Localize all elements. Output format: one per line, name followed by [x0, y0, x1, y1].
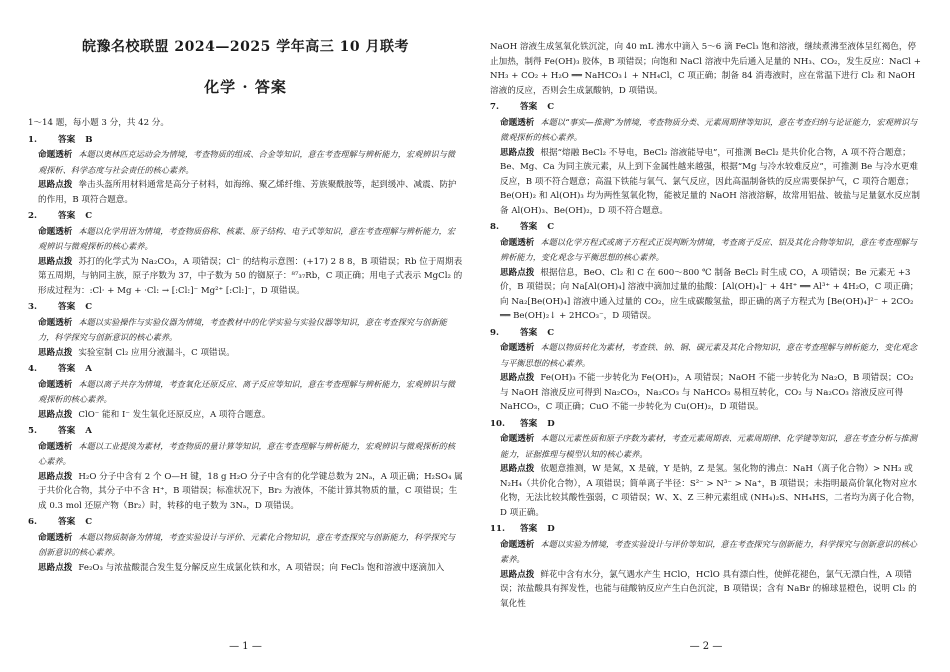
idea-paragraph [28, 346, 463, 361]
brief-paragraph-tag: 命题透析 [38, 441, 73, 452]
answer-heading [490, 326, 922, 341]
brief-paragraph-text: 本题以“事实—推测”为情境，考查物质分类、元素周期律等知识，意在考查归纳与论证能力，宏观辨识与微观探析的核心素养。 [500, 116, 918, 142]
question-number: 1. [28, 134, 37, 145]
section-intro: 1～14 题，每小题 3 分，共 42 分。 [28, 118, 169, 128]
document-subtitle: 化学 · 答案 [204, 78, 287, 96]
answer-label: 答案 [58, 134, 76, 145]
idea-paragraph [490, 266, 922, 324]
answer-choice: D [547, 418, 555, 429]
question-number: 5. [28, 426, 37, 436]
idea-paragraph-text: ClO⁻ 能和 I⁻ 发生氧化还原反应，A 项符合题意。 [78, 409, 271, 420]
idea-paragraph-text: 根据信息，BeO、Cl₂ 和 C 在 600～800 ℃ 制备 BeCl₂ 时生成 CO，A 项错误；Be 元素无 +3 价，B 项错误；向 Na[Al(OH)₄] 溶液中滴加过量的盐酸：[Al(OH)₄]⁻ + 4H⁺ ══ Al³⁺ + 4H₂O，C 项正确；向 Na₂[Be(OH)₄] 溶液中通入过量的 CO₂，应生成碳酸氢盐，即正确的离子方程式为 [Be(OH)₄]²⁻ + 2CO₂ ══ Be(OH)₂↓ + 2HCO₃⁻，D 项错误。 [500, 267, 919, 321]
idea-paragraph-tag: 思路点拨 [500, 267, 535, 278]
brief-paragraph-tag: 命题透析 [38, 532, 73, 543]
continued-text: NaOH 溶液生成氢氧化铁沉淀，向 40 mL 沸水中滴入 5～6 滴 FeCl₃ 饱和溶液，继续煮沸至液体呈红褐色，停止加热，制得 Fe(OH)₃ 胶体，B 项错误；向饱和 NaCl 溶液中先后通入足量的 NH₃、CO₂，发生反应：NaCl + NH₃ + CO₂ + H₂O ══ NaHCO₃↓ + NH₄Cl，C 项正确；制备 84 消毒液时，应在常温下进行 Cl₂ 和 NaOH 溶液的反应，否则会生成氯酸钠，D 项错误。 [490, 42, 921, 96]
brief-paragraph-text: 本题以工业提溴为素材，考查物质的量计算等知识，意在考查理解与辨析能力，宏观辨识与微观探析的核心素养。 [38, 440, 456, 466]
answer-list-left [28, 133, 463, 576]
idea-paragraph-tag: 思路点拨 [500, 147, 535, 158]
answer-choice: D [547, 524, 555, 534]
idea-paragraph-text: 根据“熔融 BeCl₂ 不导电，BeCl₂ 溶液能导电”，可推测 BeCl₂ 是共价化合物，A 项不符合题意；Be、Mg、Ca 为同主族元素，从上到下金属性越来越强，根据“Mg 与冷水较难反应”，可推测 Be 与冷水更难反应，B 项不符合题意；高温下铁能与氧气、氯气反应，因此高温制备铁的反应需要保护气，C 项符合题意；Be(OH)₂ 和 Al(OH)₃ 均为两性氢氧化物，能被足量的 NaOH 溶液溶解，故常用铝盐、铍盐与足量氨水反应制备 Al(OH)₃、Be(OH)₂，D 项不符合题意。 [500, 147, 920, 216]
answer-heading [28, 424, 463, 439]
idea-paragraph [28, 408, 463, 423]
brief-paragraph [490, 235, 922, 266]
idea-paragraph-tag: 思路点拨 [500, 464, 535, 474]
brief-paragraph-text: 本题以实验操作与实验仪器为情境，考查教材中的化学实验与实验仪器等知识，意在考查探究与创新能力，科学探究与创新意识的核心素养。 [38, 316, 447, 342]
answer-choice: C [547, 222, 555, 232]
answer-heading [490, 522, 922, 537]
idea-paragraph-text: Fe(OH)₃ 不能一步转化为 Fe(OH)₂，A 项错误；NaOH 不能一步转化为 Na₂O，B 项错误；CO₂ 与 NaOH 溶液反应可得到 Na₂CO₃，Na₂CO₃ 与 NaHCO₃ 易相互转化，CO₂ 与 Na₂CO₃ 溶液反应可得 NaHCO₃，C 项正确；CuO 不能一步转化为 Cu(OH)₂，D 项错误。 [500, 373, 914, 412]
idea-paragraph [28, 470, 463, 514]
answer-choice: C [547, 102, 555, 112]
answer-label: 答案 [58, 426, 76, 436]
answer-heading [28, 362, 463, 377]
idea-paragraph-text: Fe₂O₃ 与浓盐酸混合发生复分解反应生成氯化铁和水，A 项错误；向 FeCl₃ 饱和溶液中逐滴加入 [78, 562, 445, 573]
left-page [28, 0, 463, 672]
answer-label: 答案 [520, 102, 538, 112]
answer-choice: C [85, 211, 93, 221]
question-number: 4. [28, 364, 37, 374]
brief-paragraph-text: 本题以元素性质和原子序数为素材，考查元素周期表、元素周期律、化学键等知识，意在考查分析与推测能力，证据推理与模型认知的核心素养。 [500, 433, 918, 459]
brief-paragraph [490, 537, 922, 568]
brief-paragraph-text: 本题以化学方程式或离子方程式正误判断为情境，考查离子反应、铝及其化合物等知识，意在考查理解与辨析能力，变化观念与平衡思想的核心素养。 [500, 236, 918, 262]
answer-choice: C [547, 327, 555, 338]
answer-label: 答案 [520, 418, 538, 429]
page-number-right: — 2 — [689, 640, 723, 652]
page-number-left: — 1 — [229, 640, 262, 652]
idea-paragraph [28, 178, 463, 207]
question-number: 3. [28, 302, 37, 312]
answer-label: 答案 [520, 524, 538, 534]
brief-paragraph-tag: 命题透析 [38, 150, 73, 160]
question-number: 6. [28, 517, 37, 527]
brief-paragraph-text: 本题以物质制备为情境，考查实验设计与评价、元素化合物知识，意在考查探究与创新能力，科学探究与创新意识的核心素养。 [38, 531, 456, 557]
answer-choice: C [85, 302, 93, 312]
idea-paragraph-tag: 思路点拨 [38, 347, 73, 358]
brief-paragraph [490, 431, 922, 462]
idea-paragraph [490, 568, 922, 612]
question-number: 8. [490, 222, 499, 232]
idea-paragraph-tag: 思路点拨 [38, 562, 73, 573]
answer-list-right [490, 100, 922, 611]
idea-paragraph-tag: 思路点拨 [38, 180, 73, 190]
question-number: 9. [490, 327, 499, 338]
idea-paragraph-text: 依题意推测，W 是氮，X 是硫，Y 是钠，Z 是氢。氢化物的沸点：NaH（离子化合物）> NH₃ 或 N₂H₄（共价化合物），A 项错误；简单离子半径：S²⁻ > N³⁻ > Na⁺，B 项错误；未指明最高价氧化物对应水化物，无法比较其酸性强弱，C 项错误；W、X、Z 三种元素组成 (NH₄)₂S、NH₄HS，二者均为离子化合物，D 项正确。 [500, 464, 921, 518]
idea-paragraph-tag: 思路点拨 [38, 256, 73, 267]
document-title: 皖豫名校联盟 2024—2025 学年高三 10 月联考 [82, 39, 409, 55]
answer-heading [28, 300, 463, 315]
right-page [490, 0, 922, 672]
answer-choice: A [85, 364, 92, 374]
brief-paragraph-text: 本题以实验为情境，考查实验设计与评价等知识，意在考查探究与创新能力，科学探究与创新意识的核心素养。 [500, 538, 918, 564]
answer-choice: C [85, 517, 93, 527]
answer-heading [28, 209, 463, 224]
answer-label: 答案 [58, 364, 76, 374]
answer-heading [28, 515, 463, 530]
brief-paragraph-tag: 命题透析 [500, 117, 535, 128]
brief-paragraph [28, 530, 463, 561]
idea-paragraph-text: H₂O 分子中含有 2 个 O—H 键，18 g H₂O 分子中含有的化学键总数为 2Nₐ，A 项正确；H₂SO₄ 属于共价化合物，其分子中不含 H⁺，B 项错误；标准状况下，Br₂ 为液体，不能计算其物质的量，C 项错误；生成 0.3 mol 还原产物（Br₂）时，转移的电子数为 3Nₐ，D 项错误。 [38, 471, 463, 511]
brief-paragraph-tag: 命题透析 [38, 226, 73, 237]
answer-choice: A [85, 426, 92, 436]
brief-paragraph-tag: 命题透析 [500, 237, 535, 248]
brief-paragraph-text: 本题以化学用语为情境，考查物质俗称、核素、原子结构、电子式等知识，意在考查理解与辨析能力，宏观辨识与微观探析的核心素养。 [38, 225, 456, 251]
idea-paragraph-tag: 思路点拨 [500, 373, 535, 383]
question-number: 2. [28, 211, 37, 221]
brief-paragraph [28, 147, 463, 178]
question-number: 11. [490, 524, 505, 534]
idea-paragraph-tag: 思路点拨 [38, 471, 73, 482]
brief-paragraph-tag: 命题透析 [500, 343, 535, 353]
idea-paragraph-text: 实验室制 Cl₂ 应用分液漏斗，C 项错误。 [78, 347, 235, 358]
answer-heading [490, 417, 922, 432]
answer-label: 答案 [58, 302, 76, 312]
brief-paragraph-tag: 命题透析 [38, 317, 73, 328]
brief-paragraph-text: 本题以离子共存为情境，考查氧化还原反应、离子反应等知识，意在考查理解与辨析能力，宏观辨识与微观探析的核心素养。 [38, 378, 456, 404]
brief-paragraph-text: 本题以物质转化为素材，考查铁、钠、铜、碳元素及其化合物知识，意在考查理解与辨析能力，变化观念与平衡思想的核心素养。 [500, 342, 918, 368]
idea-paragraph [28, 255, 463, 299]
idea-paragraph-text: 鲜花中含有水分，氯气遇水产生 HClO，HClO 具有漂白性，使鲜花褪色，氯气无漂白性，A 项错误；浓盐酸具有挥发性，也能与硅酸钠反应产生白色沉淀，B 项错误；含有 NaBr 的棉球显橙色，说明 Cl₂ 的氧化性 [500, 569, 917, 609]
idea-paragraph-tag: 思路点拨 [500, 569, 535, 580]
brief-paragraph [28, 377, 463, 408]
answer-label: 答案 [58, 517, 76, 527]
question-number: 7. [490, 102, 499, 112]
idea-paragraph [490, 462, 922, 520]
brief-paragraph-text: 本题以奥林匹克运动会为情境，考查物质的组成、合金等知识，意在考查理解与辨析能力，宏观辨识与微观探析、科学态度与社会责任的核心素养。 [38, 149, 456, 175]
idea-paragraph-text: 苏打的化学式为 Na₂CO₃，A 项错误；Cl⁻ 的结构示意图：(+17) 2 8 8，B 项错误；Rb 位于周期表第五周期，与钠同主族，原子序数为 37，中子数为 50 的铷原子：⁸⁷₃₇Rb，C 项正确；用电子式表示 MgCl₂ 的形成过程为：:Cl· + Mg + ·Cl: → [:Cl:]⁻ Mg²⁺ [:Cl:]⁻，D 项错误。 [38, 256, 463, 296]
brief-paragraph-tag: 命题透析 [500, 539, 535, 550]
answer-label: 答案 [520, 327, 538, 338]
brief-paragraph [28, 439, 463, 470]
answer-choice: B [85, 134, 93, 145]
idea-paragraph [490, 146, 922, 219]
idea-paragraph-text: 拳击头盔所用材料通常是高分子材料，如海绵、聚乙烯纤维、芳族聚酰胺等，起到缓冲、减震、防护的作用，B 项符合题意。 [38, 180, 457, 205]
brief-paragraph-tag: 命题透析 [38, 379, 73, 390]
brief-paragraph [28, 224, 463, 255]
question-number: 10. [490, 418, 505, 429]
answer-heading [490, 220, 922, 235]
idea-paragraph-tag: 思路点拨 [38, 409, 73, 420]
answer-label: 答案 [58, 211, 76, 221]
brief-paragraph [490, 340, 922, 371]
brief-paragraph [28, 315, 463, 346]
answer-label: 答案 [520, 222, 538, 232]
answer-heading [28, 133, 463, 148]
brief-paragraph [490, 115, 922, 146]
idea-paragraph [28, 561, 463, 576]
answer-heading [490, 100, 922, 115]
idea-paragraph [490, 371, 922, 415]
brief-paragraph-tag: 命题透析 [500, 434, 535, 444]
